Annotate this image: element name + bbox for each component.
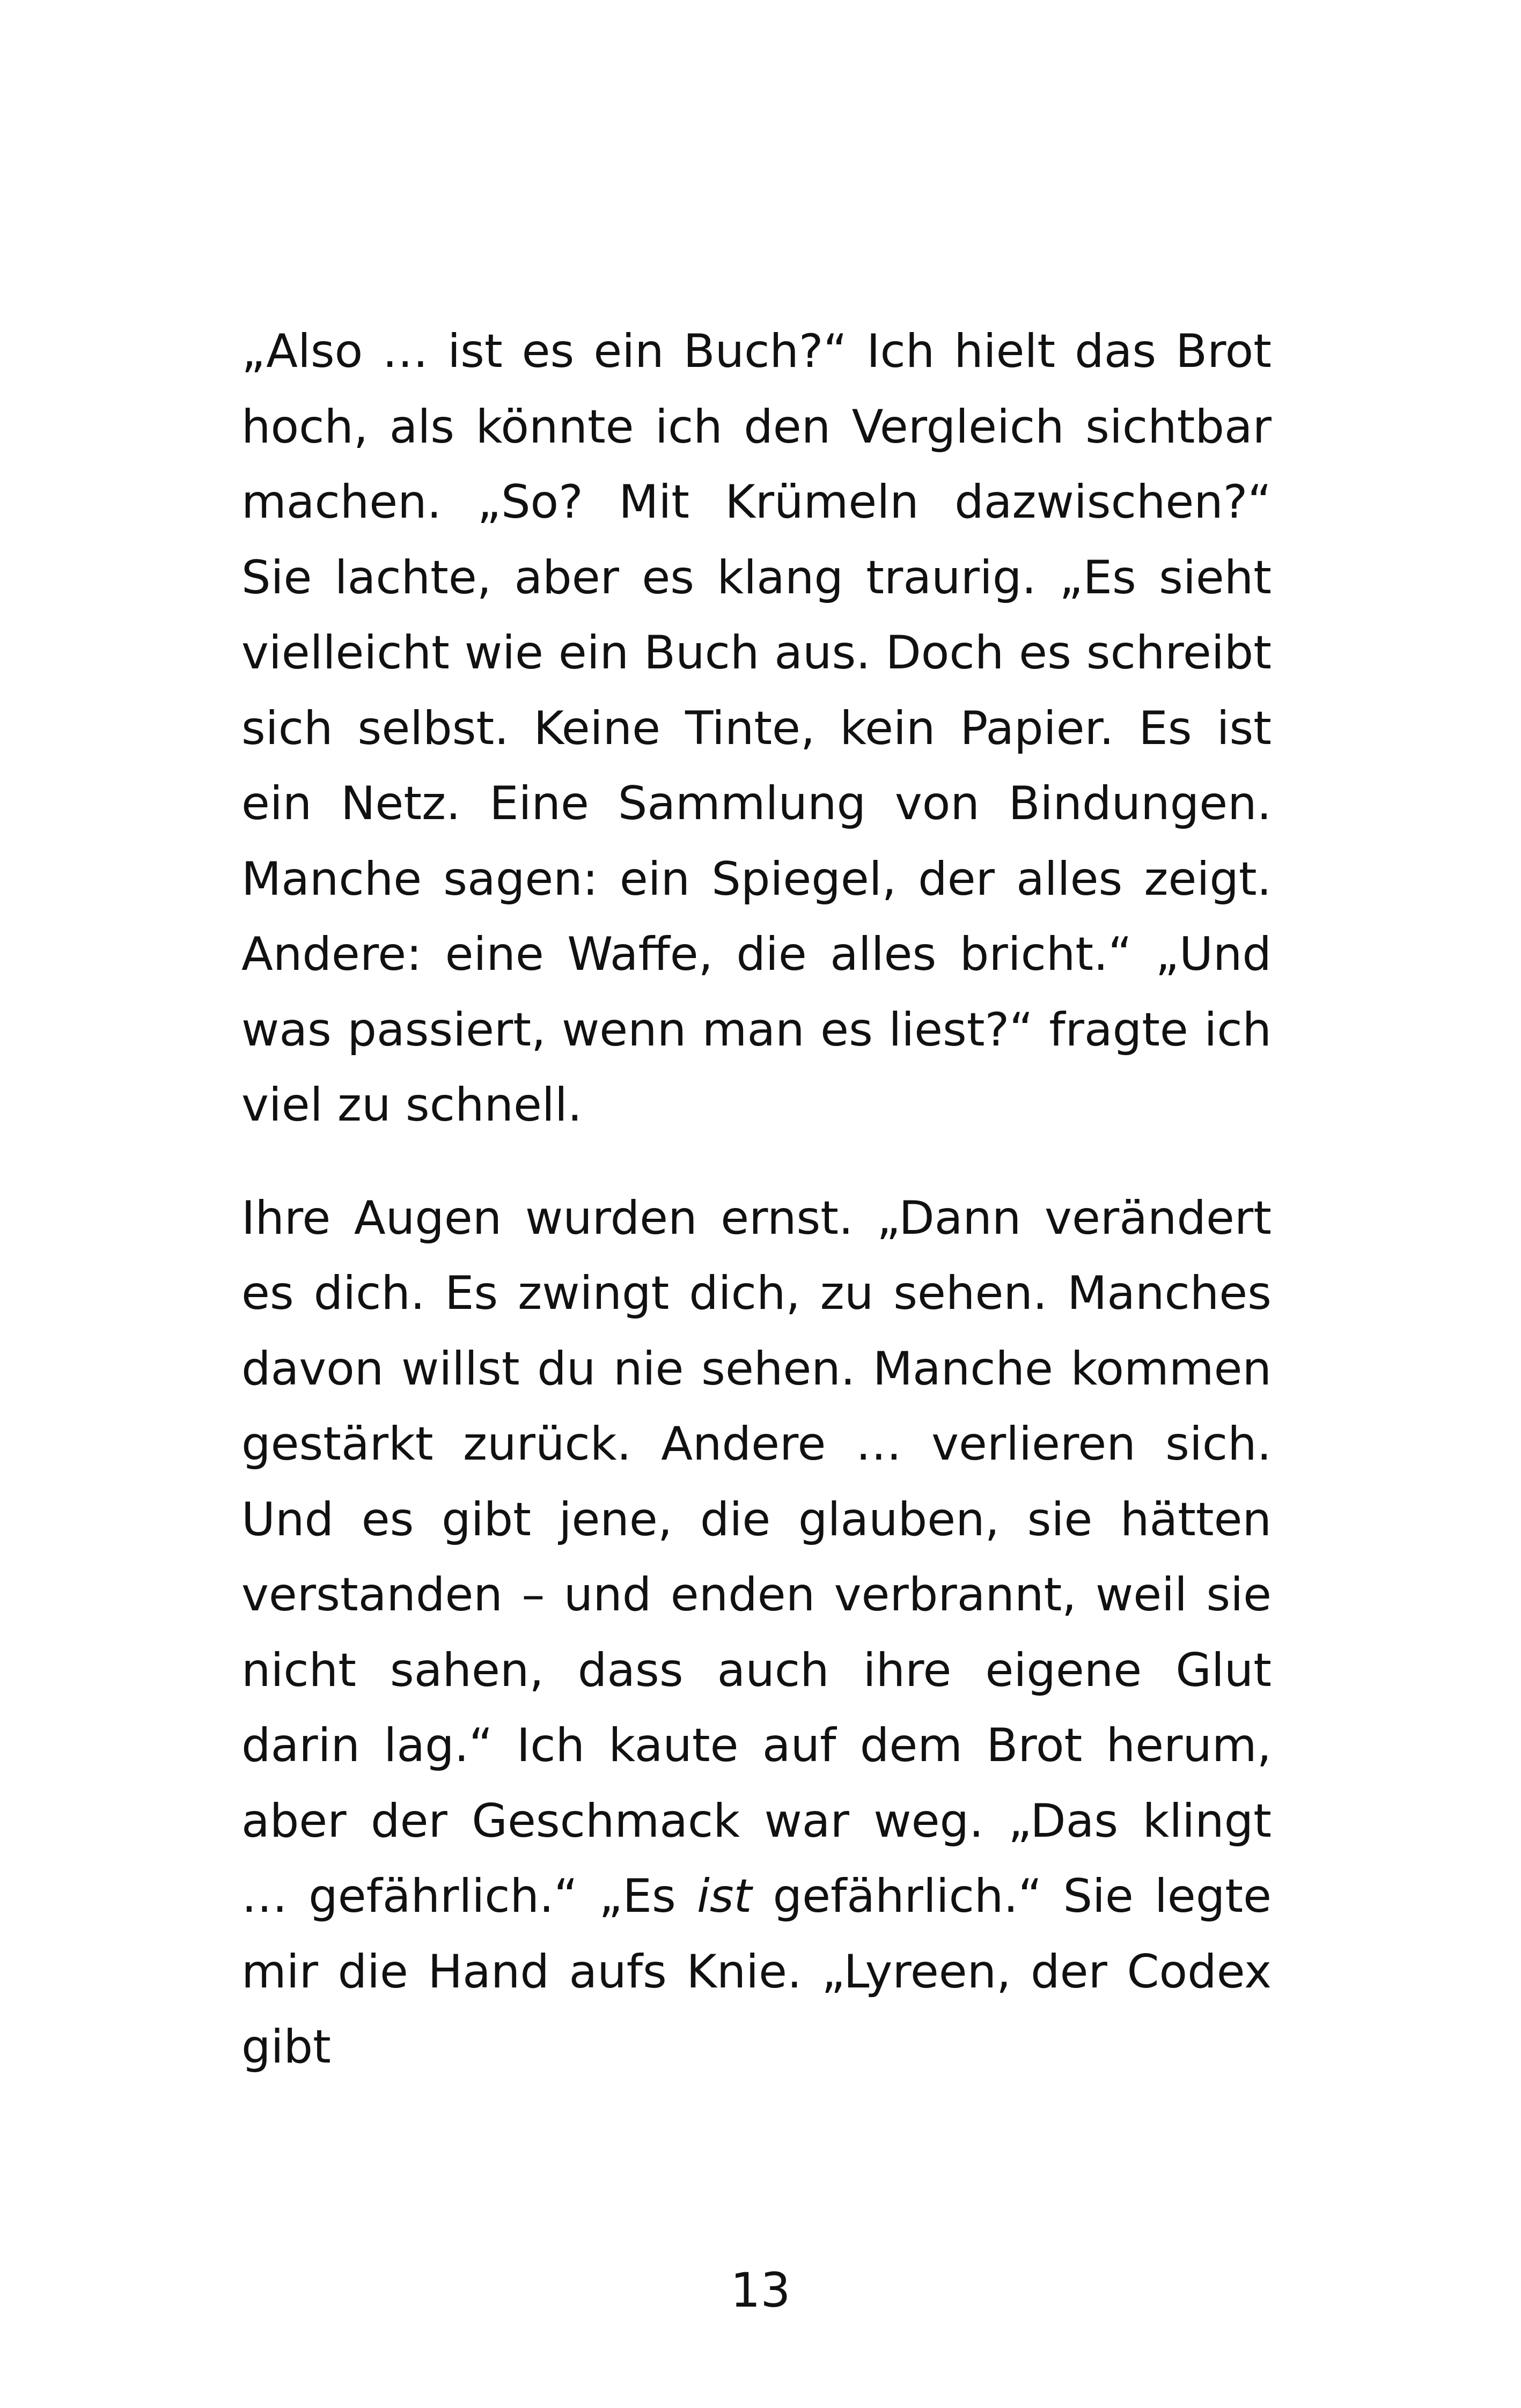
paragraph-2-text-after-emphasis: gefährlich.“ Sie legte mir die Hand aufs Knie. „Lyreen, der Codex gibt <box>241 1869 1272 2074</box>
page-number: 13 <box>730 2263 791 2318</box>
body-text <box>241 314 1272 2085</box>
paragraph-1: „Also … ist es ein Buch?“ Ich hielt das Brot hoch, als könnte ich den Vergleich sichtbar machen. „So? Mit Krümeln dazwischen?“ Sie lachte, aber es klang traurig. „Es sieht vielleicht wie ein Buch aus. Doch es schreibt sich selbst. Keine Tinte, kein Papier. Es ist ein Netz. Eine Sammlung von Bindungen. Manche sagen: ein Spiegel, der alles zeigt. Andere: eine Waffe, die alles bricht.“ „Und was passiert, wenn man es liest?“ fragte ich viel zu schnell. <box>241 325 1272 1132</box>
paragraph-2-text-before-emphasis: Ihre Augen wurden ernst. „Dann verändert es dich. Es zwingt dich, zu sehen. Manches davon willst du nie sehen. Manche kommen gestärkt zurück. Andere … verlieren sich. Und es gibt jene, die glauben, sie hätten verstanden – und enden verbrannt, weil sie nicht sahen, dass auch ihre eigene Glut darin lag.“ Ich kaute auf dem Brot herum, aber der Geschmack war weg. „Das klingt … gefährlich.“ „Es <box>241 1191 1272 1923</box>
paragraph-2 <box>241 1181 1272 2085</box>
emphasized-word: ist <box>696 1869 752 1923</box>
